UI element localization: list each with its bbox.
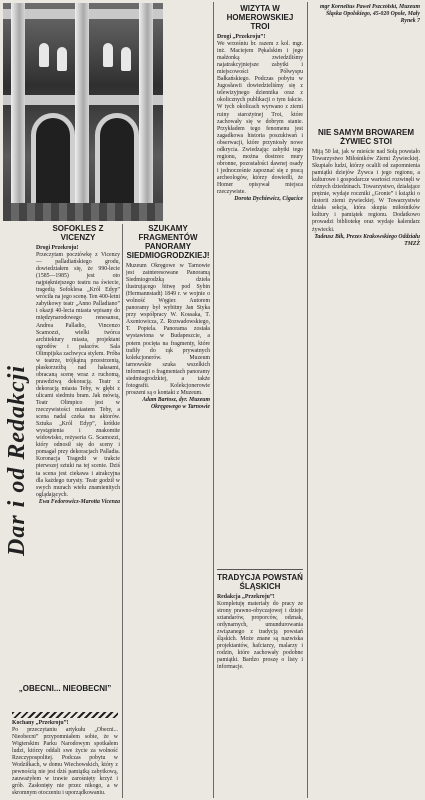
article-signature: Ewa Fedorowicz-Marotta Vicenza — [38, 498, 120, 505]
photo-statue — [121, 47, 131, 71]
article-signature: Adam Bartosz, dyr. Muzeum Okręgowego w Tarnowie — [142, 396, 210, 410]
column-divider — [213, 2, 214, 798]
photo-arch — [95, 113, 139, 206]
article-body: Miją 50 lat, jak w mieście nad Sołą powstało Towarzystwo Miłośników Ziemi Żywieckiej. Skupiało ludzi, którzy ocalili od zapomnienia pamiątki dziejów Żywca i jego regionu, a kulturowe i gospodarcze wartości rozwinęli w różnych dziedzinach. Towarzystwo, działające prężnie, wydaje roczniki „Gronie” i książki o historii ziemi żywieckiej. W Towarzystwie działa sekcja, która skupia miłośników kultury i pamiątek regionu. Dodatkowo prowadzi bibliotekę oraz wydaje kalendarz żywiecki. — [312, 149, 420, 233]
article-signature: Dorota Dychiewicz, Cigacice — [234, 196, 303, 203]
photo-column — [75, 3, 89, 221]
article-greeting: Redakcja „Przekroju”! — [217, 594, 275, 600]
article-signature: mgr Kornelius Paweł Pszczółski, Muzeum Śląska Opolskiego, 45-020 Opole, Mały Rynek 7 — [319, 4, 420, 25]
article-title: TRADYCJA POWSTAŃ ŚLĄSKICH — [217, 573, 303, 591]
photo-arch — [31, 113, 75, 206]
photo-statue — [57, 47, 67, 71]
photo-statue — [103, 43, 113, 67]
photo-column — [11, 3, 25, 221]
article-greeting: Drogi „Przekroju”! — [217, 34, 266, 40]
article-greeting: Drogi Przekroju! — [36, 245, 79, 251]
article-title: WIZYTA W HOMEROWSKIEJ TROI — [226, 4, 294, 31]
photo-statue — [39, 43, 49, 67]
article-nieobecni — [12, 720, 118, 798]
article-body: Przeczytam pocztówkę z Vicenzy — palladiańskiego grodu, dowiedziałem się, że 990-lecie (1585—1985) jest oto najpiękniejszego teatru na świecie, tragedią Sofoklesa „Król Edyp” wróciła na jego scenę. Ten 400-letni zabytkowy teatr „Anno Palladiano” i okazji 40-lecia miasta wpisany do międzynarodowego renesansu, Andrea Palladio, Vincenzo Scamozzi, wielki twórca architektury miasta, projektant ogrodów i pałaców. Sala Olimpijska zachwyca stylem. Próba w teatrze, trójkątną przestrzenią, płaskorzeźbą nad hałasami, obracaną scenę wraz z ruchomą, prawdziwą dekoracją. Teatr z dekoracją miasta Teby, w głębi z ulicami siedmiu bram. Jak mówią, Teatr Olimpico jest w rzeczywistości miastem Teby, a scena nadal czeka na aktorów. Sztuka „Król Edyp”, krótkie wystąpienia i znakomite widowisko, reżyseria G. Scamozzi, który odnosił się do sceny i pomagał przy dekoracjach Palladia. Koronacja Tragedii w trakcie pierwszej sztuki na tej scenie. Dziś ta scena jest ciekawa i atrakcyjna dla każdego turysty. Teatr godził w swych murach wielu znamienitych oglądających. — [36, 252, 120, 498]
article-title: SOFOKLES Z VICENZY — [52, 224, 104, 242]
section-title: Dar i od Redakcji — [4, 365, 30, 556]
article-body: Po przeczytaniu artykułu „Obecni... Nieobecni” przypomniałem sobie, że w Wigierskim Parku Narodowym spotkałem ludzi, którzy oddali swe życie za wolność Rzeczypospolitej. Podczas pobytu w Wodziłkach, w domu Wiechowskich, który z pewnością nie jest dziś pamiątką zabytkową, zauważyłem w trawie zarośnięty krzyż i grób. Zasłonięty nie przez nikogo, a w skromnym otoczeniu i uporządkowaniu. — [12, 727, 118, 797]
article-wizyta — [217, 4, 303, 560]
article-szukamy — [126, 224, 210, 798]
column-divider — [307, 2, 308, 798]
photo-floor — [3, 203, 163, 221]
article-sofokles — [36, 224, 120, 642]
column-divider — [122, 224, 123, 798]
article-title: NIE SAMYM BROWAREM ŻYWIEC STOI — [318, 128, 414, 146]
divider-pattern — [12, 712, 118, 718]
article-tradycja-signature — [312, 4, 420, 124]
article-title-nieobecni: „OBECNI... NIEOBECNI” — [18, 684, 112, 693]
article-signature: Tadeusz Bik, Prezes Krakowskiego Oddziału TMZŻ — [314, 233, 420, 247]
article-body: We wrześniu br. razem z kol. mgr. inż. Maciejem Pękalskim i jego małżonką zwiedziliśmy najatrakcyjniejsze zabytki i miejscowości Półwyspu Bałkańskiego. Podczas pobytu w Jugosławii dowiedzieliśmy się z telewizyjnego dziennika oraz z okolicznych publikacji o tym fakcie. W tych okolicach wyrwano z ziemi ruiny starożytnej Troi, które zachowały się w dobrym stanie. Przykładem tego fenomenu jest zagadkowa historia poszukiwań i obserwacji, które przyniosły nowe odkrycia. Zwiedzając zabytki tego regionu, można dostrzec mury obronne, pozostałości dawnej osady i jednocześnie zapoznać się z pracą archeologów, którzy dowiedli, że Homer opisywał miejsca rzeczywiste. — [217, 41, 303, 196]
article-greeting: Kochany „Przekroju”! — [12, 720, 69, 726]
article-body: Kompletuję materiały do pracy ze strony prawno-obyczajowej i dzieje sztandarów, proporców, odznak, ordynarnych, umundurowania związanego z tradycją powstań śląskich. Może znane są nazwiska projektantów, hafciarzy, malarzy i rodzin, które zachowały podobne pamiątki. Bardzo proszę o listy i informacje. — [217, 601, 303, 671]
theater-photo — [3, 3, 163, 221]
article-title: SZUKAMY FRAGMENTÓW PANORAMY SIEDMIOGRODZKIEJ! — [126, 224, 210, 260]
article-tradycja — [217, 566, 303, 798]
divider — [217, 569, 303, 570]
article-body: Muzeum Okręgowe w Tarnowie jest zainteresowane Panoramą Siedmiogrodzką dzieła ilustrującego bitwę pod Sybin (Hermannstadt) 1849 r. w wojnie o wolność Węgier. Autorem panoramy był wybitny Jan Styka przy współpracy W. Kossaka, T. Axentowicza, Z. Rozwadowskiego, T. Popiela. Panorama została wystawiona w Budapeszcie, a potem pocięta na fragmenty, które trafiły do rąk prywatnych kolekcjonerów. Muzeum tarnowskie szuka wszelkich informacji o fragmentach panoramy siedmiogrodzkiej, a także fotografii. Kolekcjonerowie proszeni są o kontakt z Muzeum. — [126, 263, 210, 396]
article-browar — [312, 128, 420, 798]
photo-column — [139, 3, 153, 221]
